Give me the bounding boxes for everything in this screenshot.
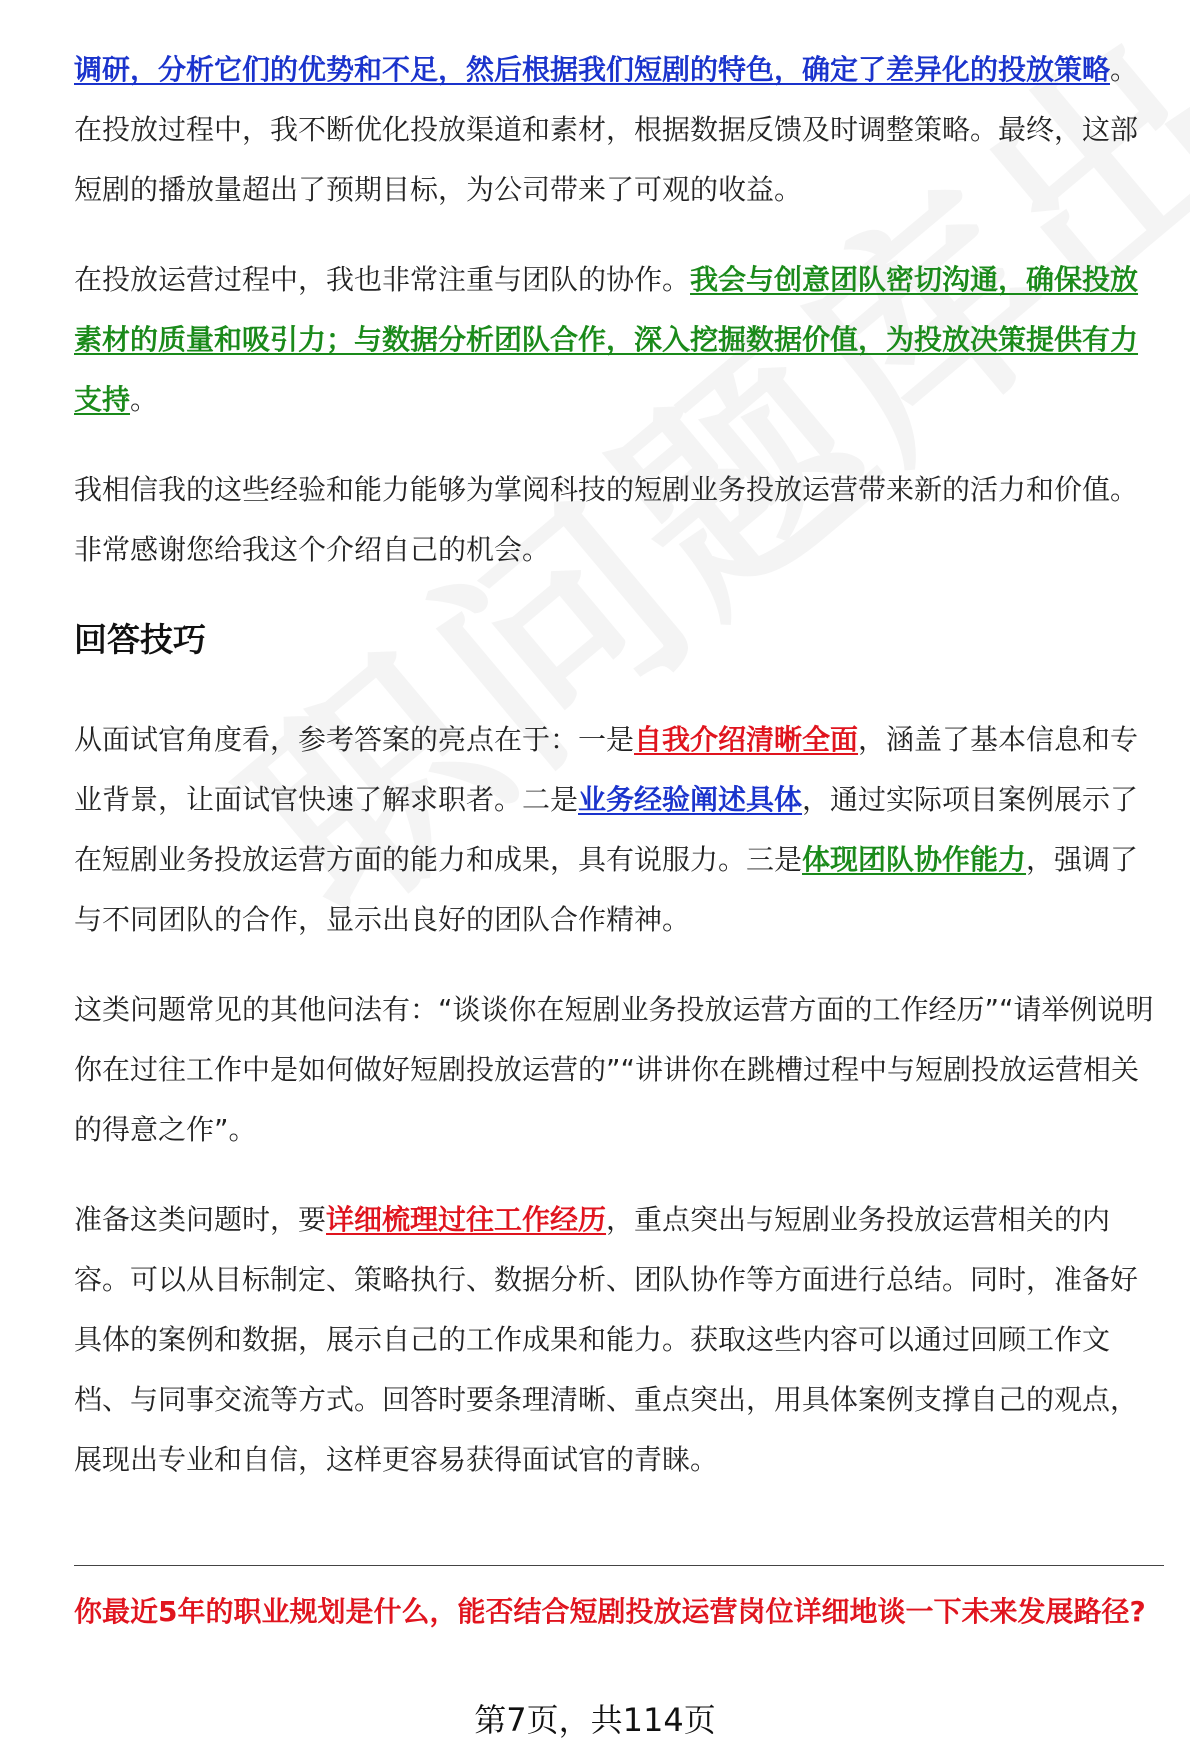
highlight-teamwork: 体现团队协作能力 — [802, 843, 1027, 876]
answer-paragraph-3: 我相信我的这些经验和能力能够为掌阅科技的短剧业务投放运营带来新的活力和价值。非常感谢您给我这个介绍自己的机会。 — [74, 473, 1139, 566]
tips-paragraph-1-text-b: ，涵盖了基本信息和专业背景，让面试官快速了解求职者。二是 — [74, 723, 1139, 816]
highlight-self-intro: 自我介绍清晰全面 — [634, 723, 859, 756]
highlight-differentiated-strategy: 调研，分析它们的优势和不足，然后根据我们短剧的特色，确定了差异化的投放策略 — [74, 53, 1111, 86]
tips-paragraph-1-text-d: ，强调了与不同团队的合作，显示出良好的团队合作精神。 — [74, 843, 1139, 936]
answer-paragraph-2-end: 。 — [130, 383, 159, 416]
tips-paragraph-1 — [74, 710, 1159, 950]
section-title-answer-tips: 回答技巧 — [74, 620, 206, 659]
highlight-business-experience: 业务经验阐述具体 — [578, 783, 803, 816]
tips-paragraph-2: 这类问题常见的其他问法有：“谈谈你在短剧业务投放运营方面的工作经历”“请举例说明你在过往工作中是如何做好短剧投放运营的”“讲讲你在跳槽过程中与短剧投放运营相关的得意之作”。 — [74, 993, 1154, 1146]
tips-paragraph-1-text-a: 从面试官角度看，参考答案的亮点在于：一是 — [74, 723, 635, 756]
tips-paragraph-3-text-b: ，重点突出与短剧业务投放运营相关的内容。可以从目标制定、策略执行、数据分析、团队协作等方面进行总结。同时，准备好具体的案例和数据，展示自己的工作成果和能力。获取这些内容可以通过回顾工作文档、与同事交流等方式。回答时要条理清晰、重点突出，用具体案例支撑自己的观点，展现出专业和自信，这样更容易获得面试官的青睐。 — [74, 1203, 1139, 1476]
answer-paragraph-2-lead: 在投放运营过程中，我也非常注重与团队的协作。 — [74, 263, 691, 296]
tips-paragraph-1-text-c: ，通过实际项目案例展示了在短剧业务投放运营方面的能力和成果，具有说服力。三是 — [74, 783, 1139, 876]
highlight-team-collaboration: 我会与创意团队密切沟通，确保投放素材的质量和吸引力；与数据分析团队合作，深入挖掘数据价值，为投放决策提供有力支持 — [74, 263, 1139, 416]
answer-paragraph-2 — [74, 250, 1159, 430]
tips-paragraph-3 — [74, 1190, 1159, 1490]
next-question-title: 你最近5年的职业规划是什么，能否结合短剧投放运营岗位详细地谈一下未来发展路径? — [74, 1595, 1146, 1628]
tips-paragraph-3-text-a: 准备这类问题时，要 — [74, 1203, 327, 1236]
answer-paragraph-1 — [74, 40, 1159, 220]
answer-paragraph-1-text: 。在投放过程中，我不断优化投放渠道和素材，根据数据反馈及时调整策略。最终，这部短剧的播放量超出了预期目标，为公司带来了可观的收益。 — [74, 53, 1139, 206]
section-divider — [74, 1565, 1164, 1566]
document-body — [74, 40, 1159, 1520]
page-number: 第7页，共114页 — [474, 1701, 716, 1739]
highlight-work-history: 详细梳理过往工作经历 — [326, 1203, 607, 1236]
